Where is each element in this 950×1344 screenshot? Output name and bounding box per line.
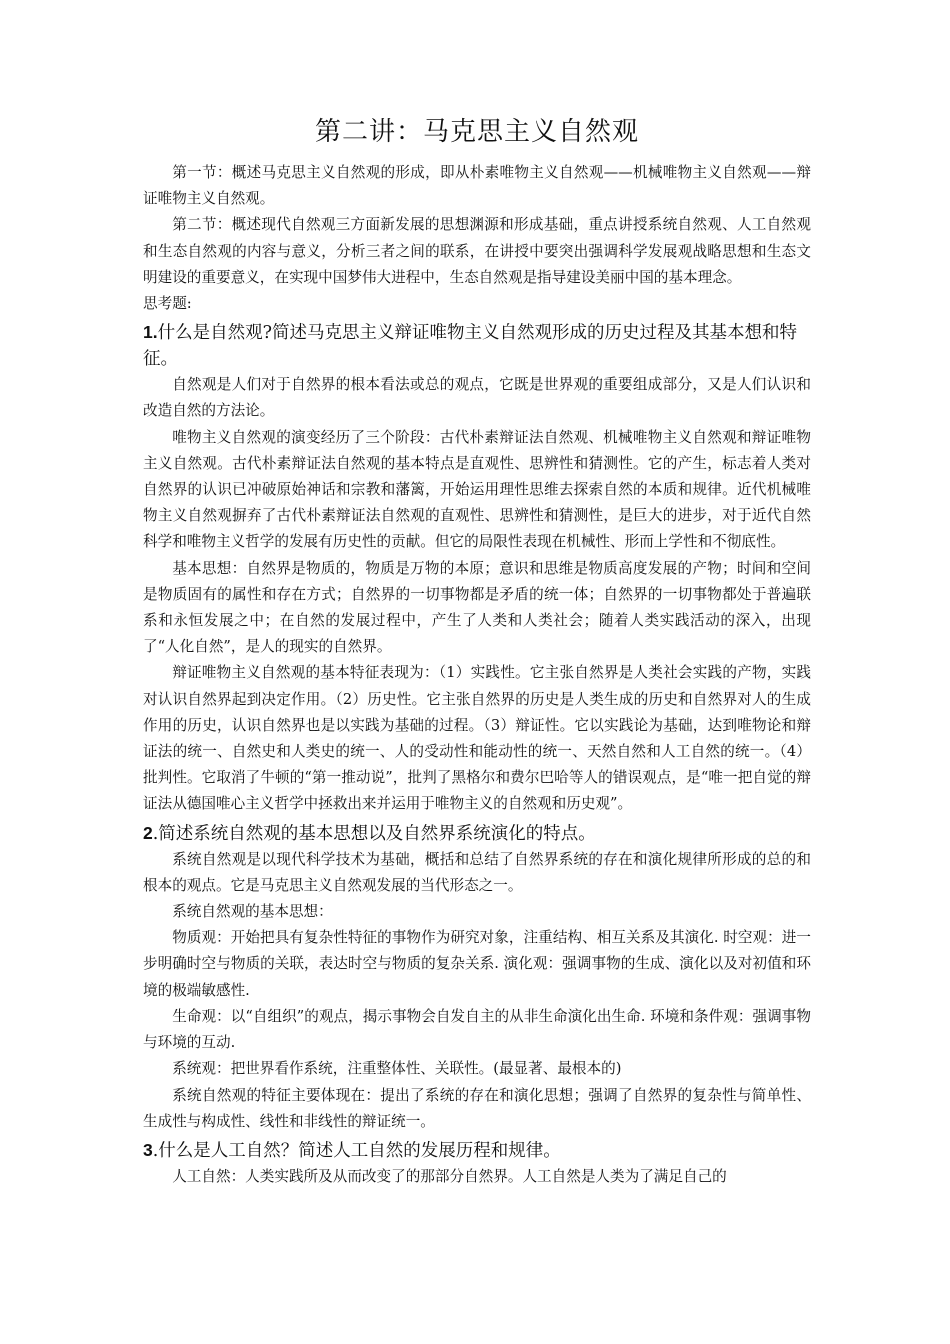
question-number: 1. [143,322,158,343]
question-text: .什么是人工自然？简述人工自然的发展历程和规律。 [152,1140,561,1161]
question-number: 3 [143,1139,153,1160]
intro-paragraph: 第一节：概述马克思主义自然观的形成，即从朴素唯物主义自然观——机械唯物主义自然观——辩证唯物主义自然观。 [143,164,811,208]
answer-paragraph: 物质观：开始把具有复杂性特征的事物作为研究对象，注重结构、相互关系及其演化. 时空观：进一步明确时空与物质的关联，表达时空与物质的复杂关系. 演化观：强调事物的生成、演化以及对初值和环境的极端敏感性. [143,929,811,999]
answer-paragraph: 生命观：以“自组织”的观点，揭示事物会自发自主的从非生命演化出生命. 环境和条件观：强调事物与环境的互动. [143,1007,811,1052]
question-heading [143,1137,811,1164]
question-heading [143,820,811,847]
page-title: 第二讲：马克思主义自然观 [314,117,639,147]
answer-paragraph: 自然观是人们对于自然界的根本看法或总的观点，它既是世界观的重要组成部分，又是人们认识和改造自然的方法论。 [143,376,811,420]
answer-paragraph: 唯物主义自然观的演变经历了三个阶段：古代朴素辩证法自然观、机械唯物主义自然观和辩证唯物主义自然观。古代朴素辩证法自然观的基本特点是直观性、思辨性和猜测性。它的产生，标志着人类对自然界的认识已冲破原始神话和宗教和藩篱，开始运用理性思维去探索自然的本质和规律。近代机械唯物主义自然观摒弃了古代朴素辩证法自然观的直观性、思辨性和猜测性，是巨大的进步，对于近代自然科学和唯物主义哲学的发展有历史性的贡献。但它的局限性表现在机械性、形而上学性和不彻底性。 [143,428,811,551]
question-heading [143,319,811,372]
answer-paragraph: 系统自然观的基本思想： [172,903,333,921]
question-number: 2 [143,822,153,843]
document-page [143,112,811,1190]
intro-paragraph: 第二节：概述现代自然观三方面新发展的思想渊源和形成基础，重点讲授系统自然观、人工自然观和生态自然观的内容与意义，分析三者之间的联系，在讲授中要突出强调科学发展观战略思想和生态文明建设的重要意义，在实现中国梦伟大进程中，生态自然观是指导建设美丽中国的基本理念。 [143,216,811,286]
answer-paragraph: 系统观：把世界看作系统，注重整体性、关联性。(最显著、最根本的) [172,1060,622,1078]
answer-paragraph: 人工自然：人类实践所及从而改变了的那部分自然界。人工自然是人类为了满足自己的 [172,1167,727,1185]
answer-paragraph: 系统自然观是以现代科学技术为基础，概括和总结了自然界系统的存在和演化规律所形成的总的和根本的观点。它是马克思主义自然观发展的当代形态之一。 [143,850,811,894]
answer-paragraph: 系统自然观的特征主要体现在：提出了系统的存在和演化思想；强调了自然界的复杂性与简单性、生成性与构成性、线性和非线性的辩证统一。 [143,1086,811,1130]
questions-label: 思考题: [143,295,192,313]
answer-paragraph: 基本思想：自然界是物质的，物质是万物的本原；意识和思维是物质高度发展的产物；时间和空间是物质固有的属性和存在方式；自然界的一切事物都是矛盾的统一体；自然界的一切事物都处于普遍联系和永恒发展之中；在自然的发展过程中，产生了人类和人类社会；随着人类实践活动的深入，出现了“人化自然”，是人的现实的自然界。 [143,559,811,656]
question-text: 什么是自然观?简述马克思主义辩证唯物主义自然观形成的历史过程及其基本想和特征。 [143,323,797,370]
question-text: .简述系统自然观的基本思想以及自然界系统演化的特点。 [152,823,596,844]
answer-paragraph: 辩证唯物主义自然观的基本特征表现为：（1）实践性。它主张自然界是人类社会实践的产物，实践对认识自然界起到决定作用。（2）历史性。它主张自然界的历史是人类生成的历史和自然界对人的生成作用的历史，认识自然界也是以实践为基础的过程。（3）辩证性。它以实践论为基础，达到唯物论和辩证法的统一、自然史和人类史的统一、人的受动性和能动性的统一、天然自然和人工自然的统一。（4）批判性。它取消了牛顿的“第一推动说”，批判了黑格尔和费尔巴哈等人的错误观点，是“唯一把自觉的辩证法从德国唯心主义哲学中拯救出来并运用于唯物主义的自然观和历史观”。 [143,664,811,813]
